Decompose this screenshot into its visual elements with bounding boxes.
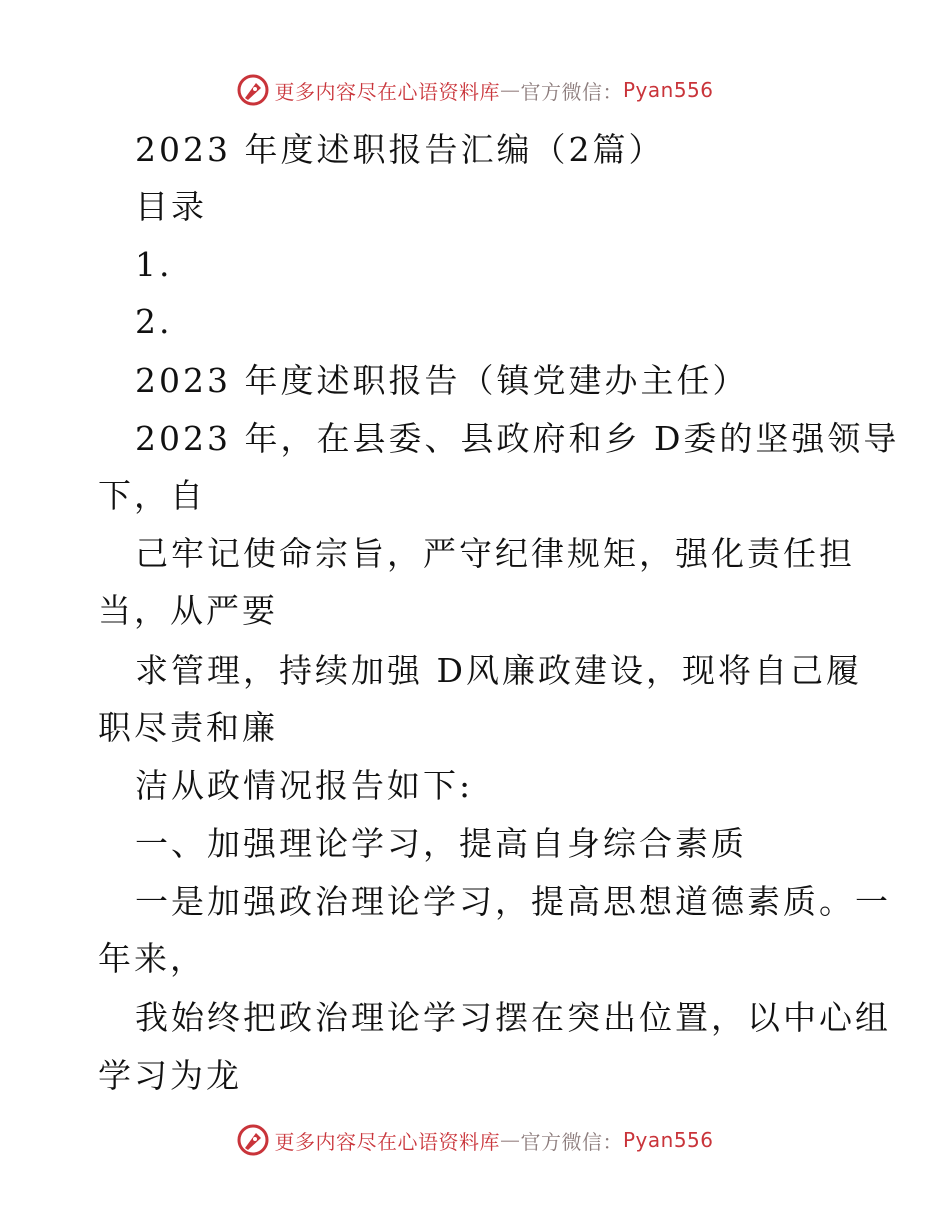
section-title: 2023 年度述职报告（镇党建办主任） bbox=[135, 361, 749, 400]
paragraph-line: 2023 年，在县委、县政府和乡 D委的坚强领导 bbox=[135, 419, 900, 458]
header-watermark bbox=[0, 70, 950, 110]
paragraph-line: 学习为龙 bbox=[98, 1056, 242, 1095]
watermark-wechat-id: Pyan556 bbox=[622, 1128, 714, 1152]
paragraph-line: 当，从严要 bbox=[98, 591, 278, 630]
paragraph-line: 职尽责和廉 bbox=[98, 708, 278, 747]
watermark-wechat-label: 官方微信： bbox=[520, 1129, 623, 1154]
toc-heading: 目录 bbox=[135, 187, 207, 226]
watermark-wechat-id: Pyan556 bbox=[622, 78, 714, 102]
toc-item-1: 1. bbox=[135, 245, 173, 284]
toc-item-2: 2. bbox=[135, 302, 173, 341]
paragraph-line: 一是加强政治理论学习，提高思想道德素质。一 bbox=[135, 882, 891, 921]
watermark-text: 更多内容尽在心语资料库 bbox=[274, 79, 500, 104]
watermark-wechat-label: 官方微信： bbox=[520, 79, 623, 104]
paragraph-line: 求管理，持续加强 D风廉政建设，现将自己履 bbox=[135, 651, 862, 690]
paragraph-line: 下，自 bbox=[98, 476, 206, 515]
watermark-text: 更多内容尽在心语资料库 bbox=[274, 1129, 500, 1154]
pen-nib-icon bbox=[236, 1123, 270, 1157]
paragraph-line: 年来， bbox=[98, 939, 206, 978]
watermark-dash: — bbox=[499, 1128, 521, 1152]
paragraph-line: 己牢记使命宗旨，严守纪律规矩，强化责任担 bbox=[135, 534, 855, 573]
pen-nib-icon bbox=[236, 73, 270, 107]
paragraph-line: 洁从政情况报告如下: bbox=[135, 766, 474, 805]
footer-watermark bbox=[0, 1120, 950, 1160]
paragraph-line: 我始终把政治理论学习摆在突出位置，以中心组 bbox=[135, 998, 891, 1037]
watermark-dash: — bbox=[499, 78, 521, 102]
subsection-heading: 一、加强理论学习，提高自身综合素质 bbox=[135, 824, 747, 863]
document-title: 2023 年度述职报告汇编（2篇） bbox=[135, 130, 665, 169]
